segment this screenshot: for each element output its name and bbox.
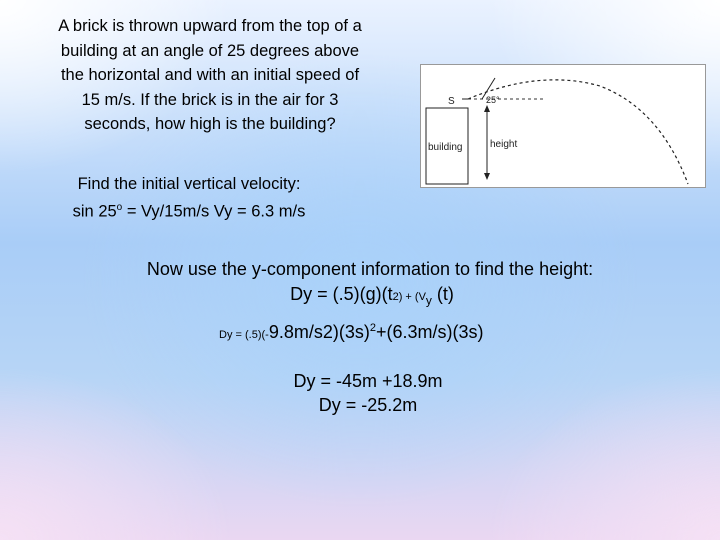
substitution-part: Dy = (.5)(- xyxy=(219,329,269,341)
height-label: height xyxy=(490,139,518,150)
substitution-part: +(6.3m/s)(3s) xyxy=(375,322,484,342)
find-equation xyxy=(44,196,334,224)
problem-line: seconds, how high is the building? xyxy=(84,115,336,133)
result-line: Dy = -45m +18.9m xyxy=(293,371,443,391)
problem-line: 15 m/s. If the brick is in the air for 3 xyxy=(81,90,339,109)
formula-subscript: y xyxy=(425,293,432,308)
find-eq-part: sin 25 xyxy=(72,202,117,221)
substitution-exponent: 2 xyxy=(369,322,376,334)
projectile-diagram xyxy=(420,64,706,188)
problem-line: A brick is thrown upward from the top of a xyxy=(58,17,362,35)
find-eq-part: = Vy/15m/s Vy = 6.3 m/s xyxy=(122,202,306,221)
solution-substitution xyxy=(219,322,484,343)
problem-line: building at an angle of 25 degrees above xyxy=(60,41,360,60)
diagram-svg xyxy=(420,64,706,188)
angle-label: 25° xyxy=(486,95,500,105)
velocity-label: S xyxy=(448,96,455,107)
vertical-velocity-section xyxy=(44,172,334,224)
formula-part: (t) xyxy=(431,284,454,304)
problem-statement xyxy=(30,14,390,137)
degree-mark: o xyxy=(116,202,123,213)
solution-intro: Now use the y-component information to find the height: xyxy=(146,259,594,279)
building-label: building xyxy=(428,142,463,153)
substitution-part: 9.8m/s2)(3s) xyxy=(268,322,370,342)
final-answer: Dy = -25.2m xyxy=(318,395,418,415)
find-heading: Find the initial vertical velocity: xyxy=(77,175,301,193)
formula-part: Dy = (.5)(g)(t xyxy=(290,284,393,304)
solution-formula xyxy=(12,284,720,308)
problem-line: the horizontal and with an initial speed of xyxy=(60,66,360,84)
formula-part: 2) + (V xyxy=(392,291,426,303)
